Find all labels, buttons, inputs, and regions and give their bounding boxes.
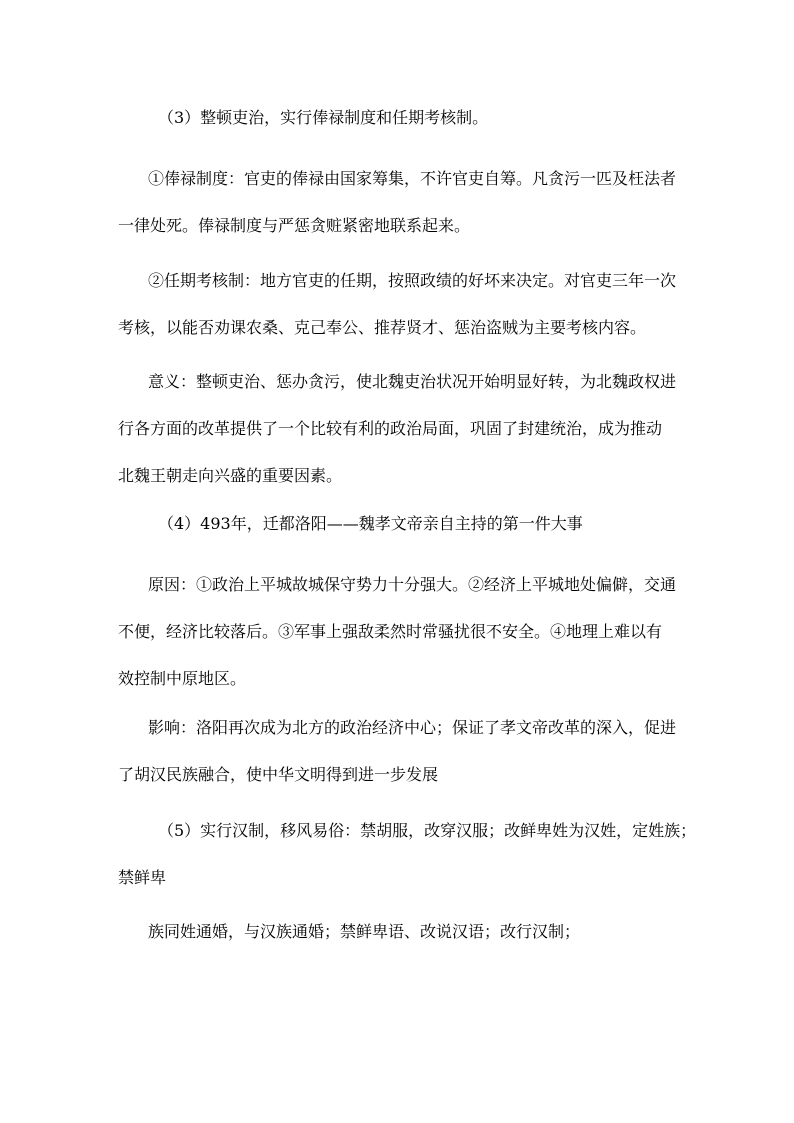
text-line: ②任期考核制：地方官吏的任期，按照政绩的好坏来决定。对官吏三年一次 <box>148 271 677 290</box>
text-line: 原因：①政治上平城故城保守势力十分强大。②经济上平城地处偏僻，交通 <box>148 575 677 594</box>
text-line: 影响：洛阳再次成为北方的政治经济中心；保证了孝文帝改革的深入，促进 <box>148 718 677 737</box>
significance-paragraph <box>118 358 678 499</box>
section-5-heading <box>118 807 697 901</box>
text-line: （3）整顿吏治，实行俸禄制度和任期考核制。 <box>158 108 489 127</box>
text-line: 行各方面的改革提供了一个比较有利的政治局面，巩固了封建统治，成为推动 <box>118 419 663 438</box>
text-line: ①俸禄制度：官吏的俸禄由国家筹集，不许官吏自筹。凡贪污一匹及枉法者 <box>148 169 677 188</box>
text-line: 不便，经济比较落后。③军事上强敌柔然时常骚扰很不安全。④地理上难以有 <box>118 622 663 641</box>
text-line: 北魏王朝走向兴盛的重要因素。 <box>118 466 343 485</box>
impact-paragraph <box>118 704 678 798</box>
section-3-heading <box>158 94 718 141</box>
text-line: 一律处死。俸禄制度与严惩贪赃紧密地联系起来。 <box>118 216 471 235</box>
text-line: 效控制中原地区。 <box>118 669 247 688</box>
text-line: （4）493年，迁都洛阳——魏孝文帝亲自主持的第一件大事 <box>158 514 583 533</box>
text-line: 考核，以能否劝课农桑、克己奉公、推荐贤才、惩治盗贼为主要考核内容。 <box>118 318 647 337</box>
salary-system-paragraph <box>118 155 678 249</box>
text-line: 禁鲜卑 <box>118 868 167 887</box>
section-5-continued <box>148 908 708 955</box>
reasons-paragraph <box>118 561 678 702</box>
text-line: 了胡汉民族融合，使中华文明得到进一步发展 <box>118 765 439 784</box>
text-line: 族同姓通婚，与汉族通婚；禁鲜卑语、改说汉语；改行汉制； <box>148 922 581 941</box>
term-assessment-paragraph <box>118 257 678 351</box>
text-line: 意义：整顿吏治、惩办贪污，使北魏吏治状况开始明显好转，为北魏政权进 <box>148 372 677 391</box>
section-4-heading <box>158 500 718 547</box>
text-line: （5）实行汉制，移风易俗：禁胡服，改穿汉服；改鲜卑姓为汉姓，定姓族； <box>158 821 697 840</box>
